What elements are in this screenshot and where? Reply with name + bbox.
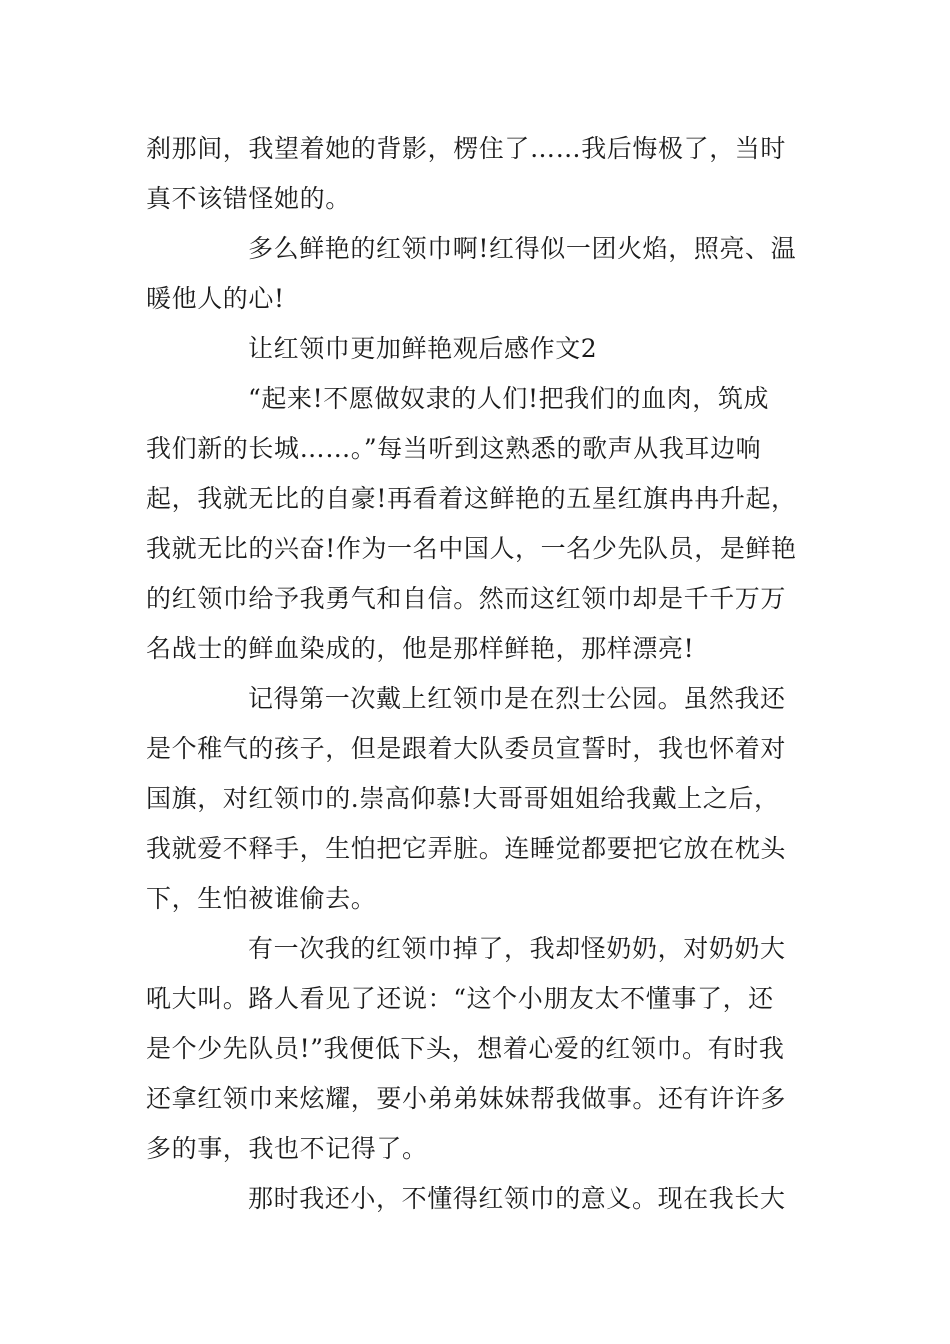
paragraph-start-line: 有一次我的红领巾掉了，我却怪奶奶，对奶奶大 — [248, 934, 786, 963]
paragraph-start-line: 记得第一次戴上红领巾是在烈士公园。虽然我还 — [248, 684, 786, 713]
text-line: 是个稚气的孩子，但是跟着大队委员宣誓时，我也怀着对 — [146, 734, 787, 763]
text-line: 下，生怕被谁偷去。 — [146, 884, 377, 913]
text-line: 起，我就无比的自豪!再看着这鲜艳的五星红旗冉冉升起， — [146, 484, 797, 513]
text-line: 国旗，对红领巾的.崇高仰慕!大哥哥姐姐给我戴上之后， — [146, 784, 780, 813]
text-line: 真不该错怪她的。 — [146, 184, 351, 213]
text-line: 还拿红领巾来炫耀，要小弟弟妹妹帮我做事。还有许许多 — [146, 1084, 787, 1113]
paragraph-start-line: 那时我还小，不懂得红领巾的意义。现在我长大 — [248, 1184, 786, 1213]
text-line: 多的事，我也不记得了。 — [146, 1134, 428, 1163]
text-line: 暖他人的心! — [146, 284, 285, 313]
text-line: 吼大叫。路人看见了还说：“这个小朋友太不懂事了，还 — [146, 984, 774, 1013]
text-line: 是个少先队员!”我便低下头，想着心爱的红领巾。有时我 — [146, 1034, 785, 1063]
paragraph-start-line: 多么鲜艳的红领巾啊!红得似一团火焰，照亮、温 — [248, 234, 797, 263]
text-line: 名战士的鲜血染成的，他是那样鲜艳，那样漂亮! — [146, 634, 695, 663]
section-heading: 让红领巾更加鲜艳观后感作文2 — [248, 334, 598, 363]
text-line: 我们新的长城……。”每当听到这熟悉的歌声从我耳边响 — [146, 434, 762, 463]
text-line: 刹那间，我望着她的背影，楞住了……我后悔极了，当时 — [146, 134, 787, 163]
text-line: 的红领巾给予我勇气和自信。然而这红领巾却是千千万万 — [146, 584, 787, 613]
text-line: 我就爱不释手，生怕把它弄脏。连睡觉都要把它放在枕头 — [146, 834, 787, 863]
text-line: 我就无比的兴奋!作为一名中国人，一名少先队员，是鲜艳 — [146, 534, 797, 563]
paragraph-start-line: “起来!不愿做奴隶的人们!把我们的血肉，筑成 — [248, 384, 770, 413]
